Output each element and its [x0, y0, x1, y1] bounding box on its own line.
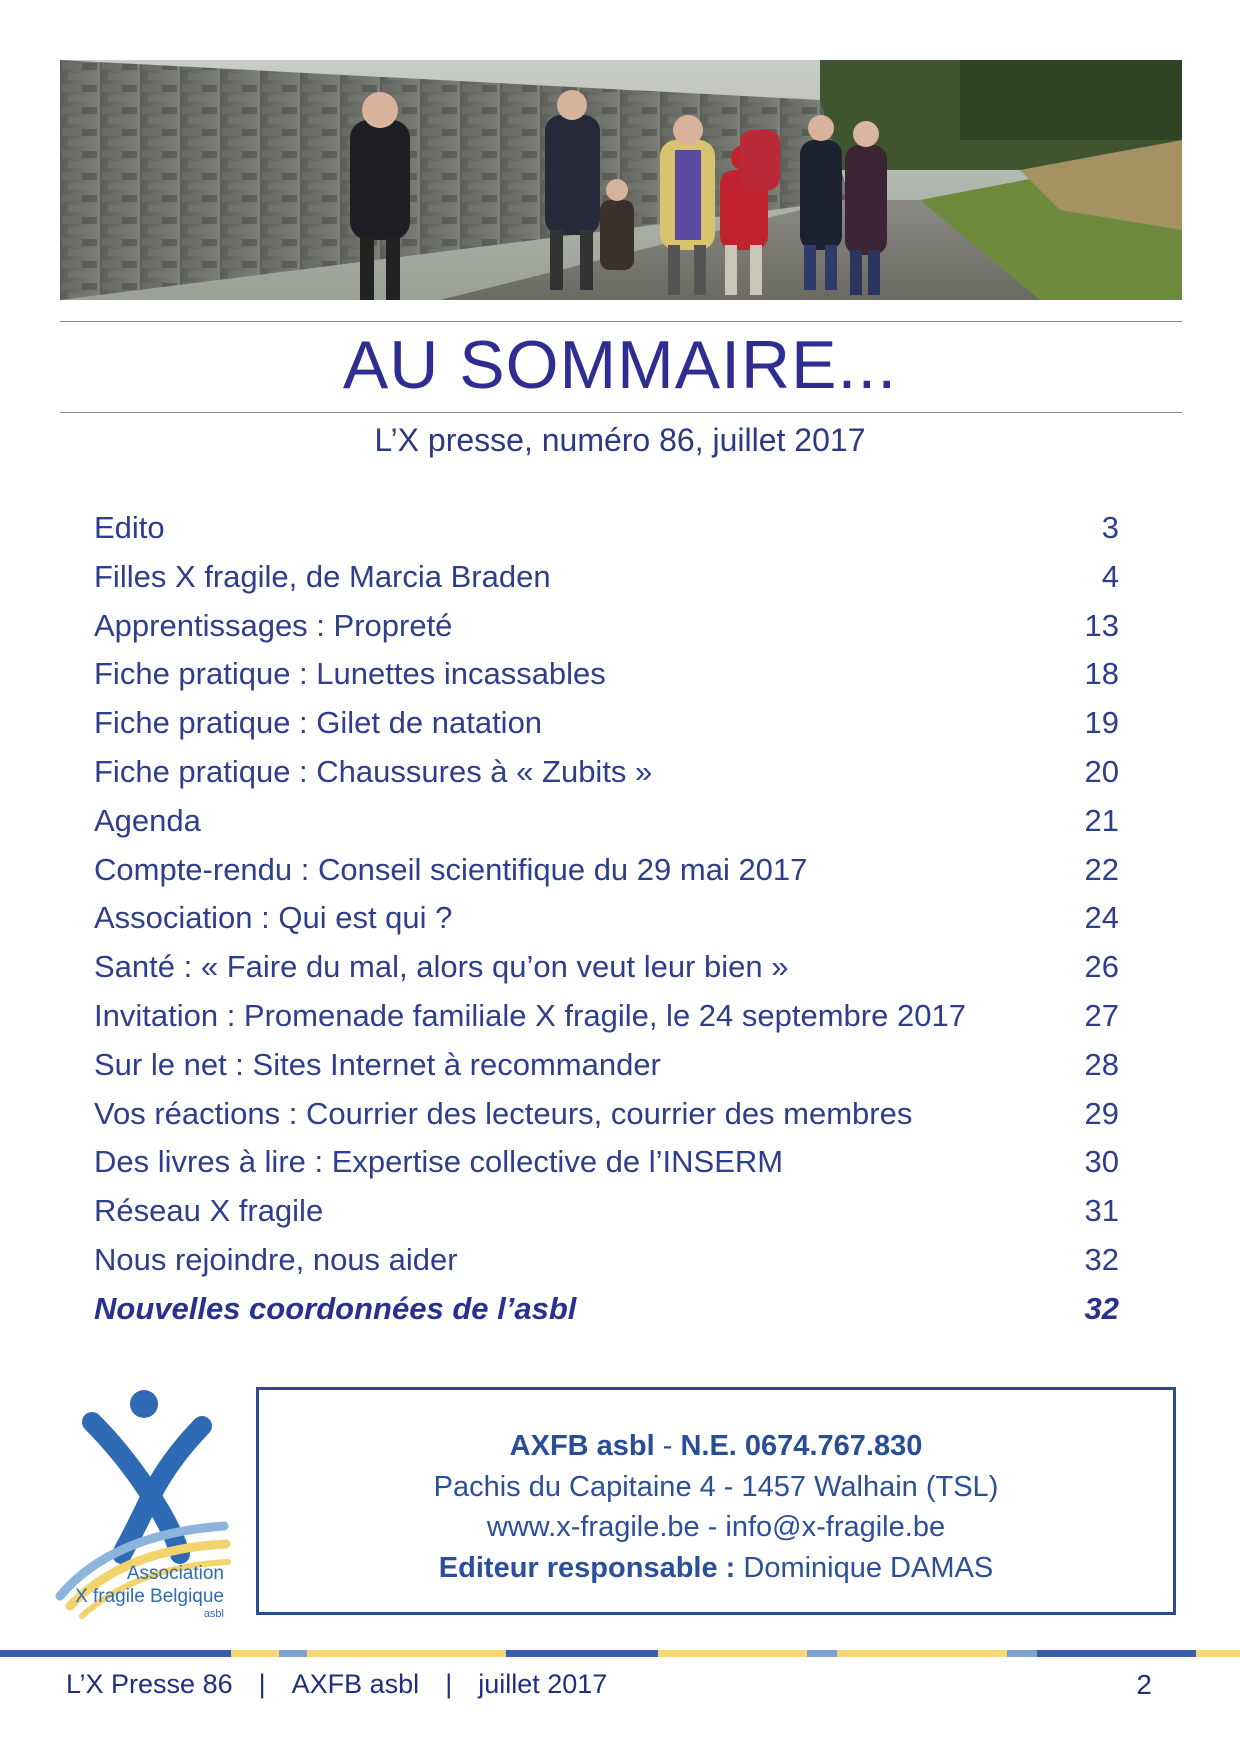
toc-entry-page: 28 — [1084, 1046, 1119, 1082]
toc-entry[interactable] — [94, 559, 1119, 608]
footer-publication: L’X Presse 86 — [66, 1669, 233, 1699]
toc-entry-page: 20 — [1084, 753, 1119, 789]
toc-entry[interactable] — [94, 1193, 1119, 1242]
footer-org: AXFB asbl — [291, 1669, 420, 1699]
toc-entry-page: 30 — [1084, 1144, 1119, 1180]
toc-entry-label: Des livres à lire : Expertise collective de l’INSERM — [94, 1144, 784, 1180]
org-line — [259, 1426, 1173, 1467]
editor-label: Editeur responsable : — [438, 1551, 736, 1584]
toc-entry-label: Filles X fragile, de Marcia Braden — [94, 558, 551, 594]
toc-entry[interactable] — [94, 852, 1119, 901]
title-divider — [60, 412, 1182, 413]
toc-entry-label: Agenda — [94, 802, 201, 838]
toc-entry-page: 29 — [1084, 1095, 1119, 1131]
x-figure-logo-icon — [52, 1384, 234, 1620]
toc-entry[interactable] — [94, 1047, 1119, 1096]
org-dash: - — [654, 1430, 681, 1462]
toc-entry[interactable] — [94, 803, 1119, 852]
org-name: AXFB asbl — [509, 1430, 655, 1462]
toc-entry[interactable] — [94, 949, 1119, 998]
top-divider — [60, 321, 1182, 322]
toc-entry-label: Invitation : Promenade familiale X fragile, le 24 septembre 2017 — [94, 997, 966, 1033]
footer-separator: | — [445, 1669, 453, 1699]
footer-separator: | — [258, 1669, 266, 1699]
toc-entry-page: 32 — [1084, 1241, 1119, 1277]
toc-entry[interactable] — [94, 705, 1119, 754]
toc-entry-page: 18 — [1084, 656, 1119, 692]
toc-entry[interactable] — [94, 754, 1119, 803]
toc-entry[interactable] — [94, 510, 1119, 559]
toc-entry[interactable] — [94, 900, 1119, 949]
toc-entry-label: Nouvelles coordonnées de l’asbl — [94, 1290, 577, 1326]
editor-name: Dominique DAMAS — [735, 1551, 994, 1584]
toc-entry[interactable] — [94, 656, 1119, 705]
footer-date: juillet 2017 — [478, 1669, 608, 1699]
toc-entry-label: Apprentissages : Propreté — [94, 607, 453, 643]
page-number: 2 — [1136, 1669, 1152, 1700]
logo-line-2: X fragile Belgique — [75, 1586, 224, 1607]
org-number: N.E. 0674.767.830 — [680, 1430, 923, 1462]
toc-entry[interactable] — [94, 1144, 1119, 1193]
toc-entry-page: 26 — [1084, 949, 1119, 985]
toc-entry-highlighted[interactable] — [94, 1291, 1119, 1340]
toc-entry-page: 19 — [1084, 705, 1119, 741]
logo-line-1: Association — [126, 1563, 224, 1584]
toc-entry-page: 3 — [1101, 510, 1119, 545]
contact-info-box — [256, 1387, 1176, 1615]
toc-entry-page: 32 — [1084, 1290, 1119, 1326]
toc-entry-page: 24 — [1084, 900, 1119, 936]
toc-entry-page: 31 — [1084, 1193, 1119, 1229]
toc-entry[interactable] — [94, 1242, 1119, 1291]
toc-entry-page: 21 — [1084, 802, 1119, 838]
toc-entry-label: Association : Qui est qui ? — [94, 900, 453, 936]
logo-line-3: asbl — [203, 1608, 224, 1620]
toc-entry-label: Compte-rendu : Conseil scientifique du 29 mai 2017 — [94, 851, 808, 887]
toc-entry-label: Edito — [94, 510, 165, 545]
toc-entry-label: Vos réactions : Courrier des lecteurs, courrier des membres — [94, 1095, 913, 1131]
org-web-email[interactable]: www.x-fragile.be - info@x-fragile.be — [486, 1511, 946, 1543]
page-title: AU SOMMAIRE... — [342, 327, 898, 403]
toc-entry-page: 22 — [1084, 851, 1119, 887]
toc-entry[interactable] — [94, 1096, 1119, 1145]
toc-entry-label: Santé : « Faire du mal, alors qu’on veut leur bien » — [94, 949, 789, 985]
header-photo-illustration — [60, 60, 1182, 300]
toc-entry-label: Fiche pratique : Chaussures à « Zubits » — [94, 753, 653, 789]
table-of-contents — [94, 510, 1119, 1340]
toc-entry-page: 4 — [1101, 558, 1119, 594]
toc-entry-page: 13 — [1084, 607, 1119, 643]
header-photo — [60, 60, 1182, 300]
toc-entry-label: Réseau X fragile — [94, 1193, 324, 1229]
toc-entry-label: Fiche pratique : Gilet de natation — [94, 705, 543, 741]
editor-line — [259, 1548, 1173, 1589]
issue-subtitle: L’X presse, numéro 86, juillet 2017 — [374, 422, 866, 458]
toc-entry-label: Fiche pratique : Lunettes incassables — [94, 656, 606, 692]
toc-entry-page: 27 — [1084, 997, 1119, 1033]
page-footer — [66, 1669, 607, 1700]
toc-entry[interactable] — [94, 998, 1119, 1047]
toc-entry-label: Nous rejoindre, nous aider — [94, 1241, 458, 1277]
toc-entry-label: Sur le net : Sites Internet à recommander — [94, 1046, 661, 1082]
org-address: Pachis du Capitaine 4 - 1457 Walhain (TSL) — [433, 1470, 999, 1503]
footer-color-bar — [0, 1650, 1240, 1657]
toc-entry[interactable] — [94, 608, 1119, 657]
association-logo — [52, 1384, 234, 1620]
